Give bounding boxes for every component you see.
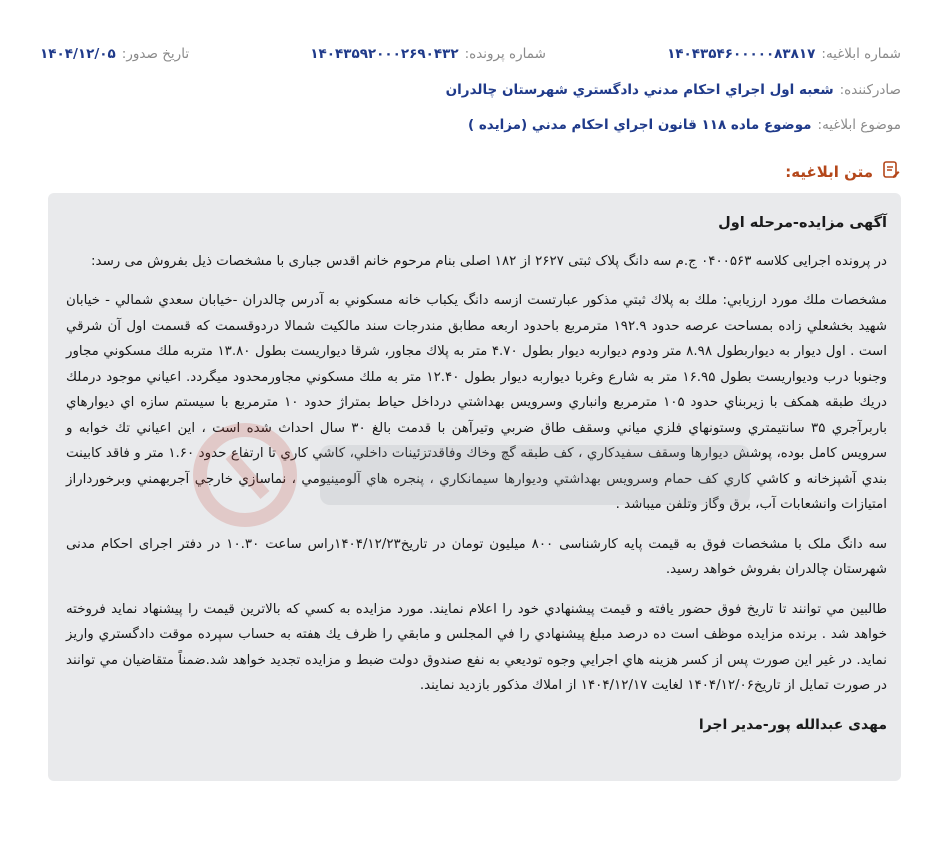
- subject-value: موضوع ماده ۱۱۸ قانون اجراي احكام مدني (مزايده ): [467, 117, 812, 133]
- issuer-label: صادرکننده:: [839, 82, 901, 98]
- case-number: [310, 46, 546, 62]
- issue-date: [40, 46, 189, 62]
- notice-heading: آگهی مزایده-مرحله اول: [718, 215, 887, 231]
- subject-label: موضوع ابلاغیه:: [817, 117, 901, 133]
- issuer-value: شعبه اول اجراي احكام مدني دادگستري شهرستان چالدران: [445, 82, 834, 98]
- issuer-row: [40, 82, 901, 98]
- notice-paragraph-2: مشخصات ملك مورد ارزيابي: ملك به پلاك ثبتي مذكور عبارتست ازسه دانگ يكباب خانه مسكوني به آدرس چالدران -خيابان سعدي شمالي - خيابان شهيد بخشعلي زاده بمساحت عرصه حدود ۱۹۲.۹ مترمربع باحدود اربعه مطابق مندرجات سند مالكيت شمالا دردوقسمت كه قسمت اول آن شرقي است . اول ديوار به ديواربطول ۸.۹۸ متر ودوم ديواربه ديوار بطول ۴.۷۰ متر به پلاك مجاور، شرقا ديواريست بطول ۱۳.۸۰ متربه ملك مسكوني مجاور وجنوبا درب وديواريست بطول ۱۶.۹۵ متر به شارع وغربا ديواربه ديوار بطول ۱۲.۴۰ متر به ملك مسكوني مجاورمحدود ميگردد. اعياني موجود درملك دريك طبقه همكف با زيربناي حدود ۱۰۵ مترمربع وانباري وسرويس بهداشتي درداخل حياط بمتراژ حدود ۱۰ مترمربع با سيستم سازه اي ديوارهاي باربرآجري ۳۵ سانتيمتري وستونهاي فلزي مياني وسقف طاق ضربي وتيرآهن با قدمت بالغ ۳۰ سال احداث شده است ، اين اعياني تك خوابه و سرويس كامل بوده، پوشش ديوارها وسقف سفيدكاري ، كف طبقه گچ وخاك وفاقدتزئينات داخلي، كاشي كاري تا ارتفاع حدود ۱.۶۰ متر و فاقد كابينت بندي آشپزخانه و كاشي كاري كف حمام وسرويس بهداشتي وديوارها سيمانكاري ، پنجره هاي آلومينيومي ، نماسازي خارجي آجربهمني وبرخورداراز امتيازات وانشعابات آب، برق وگاز وتلفن ميباشد .: [66, 293, 888, 512]
- case-number-label: شماره پرونده:: [464, 46, 546, 62]
- notice-paragraph-3: سه دانگ ملک با مشخصات فوق به قیمت پایه کارشناسی ۸۰۰ میلیون تومان در تاریخ۱۴۰۴/۱۲/۲۳راس ساعت ۱۰.۳۰ در دفتر اجرای احکام مدنی شهرستان چالدران بفروش خواهد رسید.: [66, 536, 887, 577]
- issue-date-label: تاریخ صدور:: [121, 46, 190, 62]
- notice-number-label: شماره ابلاغیه:: [821, 46, 901, 62]
- notice-signature: مهدی عبدالله پور-مدیر اجرا: [698, 716, 887, 733]
- notice-number: [667, 46, 901, 62]
- issue-date-value: ۱۴۰۴/۱۲/۰۵: [40, 46, 116, 62]
- case-number-value: ۱۴۰۴۳۵۹۲۰۰۰۲۶۹۰۴۳۲: [310, 46, 459, 62]
- notice-number-value: ۱۴۰۴۳۵۴۶۰۰۰۰۰۸۳۸۱۷: [667, 46, 816, 62]
- document-edit-icon: [881, 160, 901, 184]
- section-title-text: متن ابلاغیه:: [785, 163, 873, 181]
- notice-paragraph-1: در پرونده اجرایی کلاسه ۰۴۰۰۵۶۳ ج.م سه دانگ پلاک ثبتی ۲۶۲۷ از ۱۸۲ اصلی بنام مرحوم خانم اقدس جباری با مشخصات ذیل بفروش می رسد:: [91, 253, 887, 269]
- meta-row-numbers: [40, 46, 901, 62]
- subject-row: [40, 117, 901, 133]
- notice-body: [48, 193, 901, 781]
- section-title: [785, 160, 901, 184]
- notice-paragraph-4: طالبين مي توانند تا تاريخ فوق حضور يافته و قيمت پيشنهادي خود را اعلام نمايند. مورد مزايده به كسي كه بالاترين قيمت را پيشنهاد نمايد فروخته خواهد شد . برنده مزايده موظف است ده درصد مبلغ پيشنهادي را في المجلس و مابقي را ظرف يك هفته به حساب سپرده موقت دادگستري واريز نمايد. در غير اين صورت پس از كسر هزينه هاي اجرايي وجوه توديعي به نفع صندوق دولت ضبط و مزايده تجديد خواهد شد.ضمناً متقاضيان مي توانند در صورت تمايل از تاريخ۱۴۰۴/۱۲/۰۶ لغايت ۱۴۰۴/۱۲/۱۷ از املاك مذكور بازديد نمايند.: [66, 601, 887, 693]
